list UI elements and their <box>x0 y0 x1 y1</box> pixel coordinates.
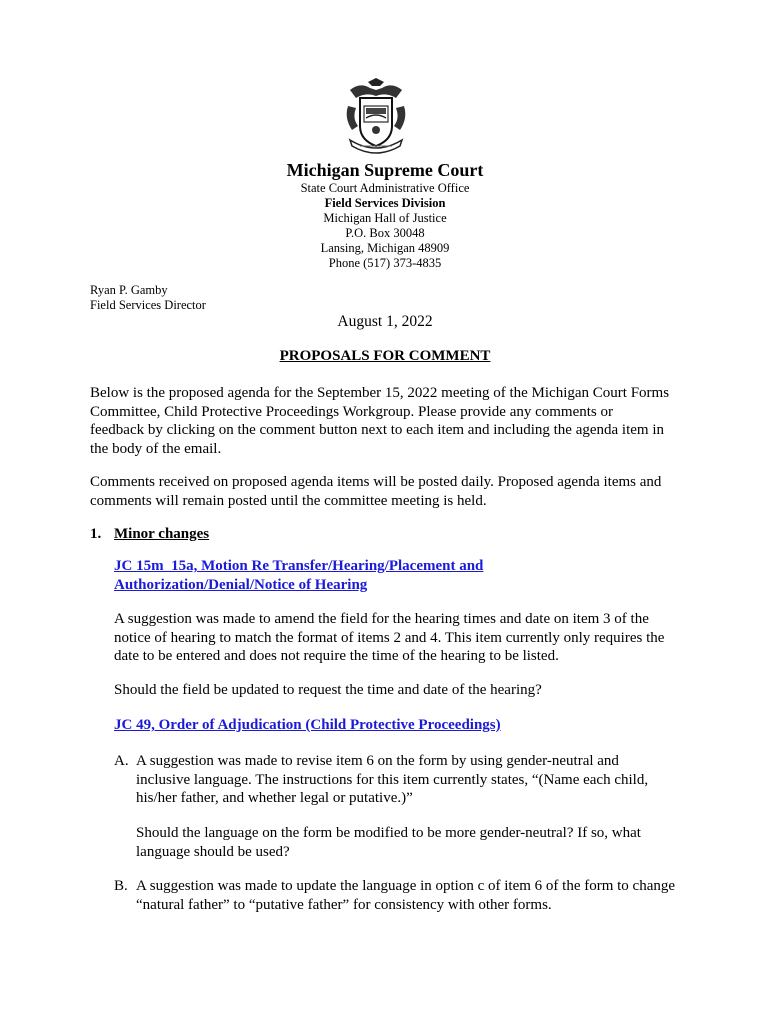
intro-paragraph: Below is the proposed agenda for the September 15, 2022 meeting of the Michigan Court Forms Committee, Child Protective Proceedings Workgroup. Please provide any comments or feedback by clicking on the comment button next to each item and including the agenda item in the body of the email. <box>90 385 670 457</box>
jc49-form-link[interactable]: JC 49, Order of Adjudication (Child Protective Proceedings) <box>114 717 501 733</box>
director-block <box>90 283 206 313</box>
director-title: Field Services Director <box>90 298 206 312</box>
item-a-text: A suggestion was made to revise item 6 on the form by using gender-neutral and inclusive language. The instructions for this item currently states, “(Name each child, his/her father, and whether legal or putative.)” <box>136 753 649 806</box>
comments-note-paragraph: Comments received on proposed agenda items will be posted daily. Proposed agenda items and comments will remain posted until the committee meeting is held. <box>90 474 662 509</box>
director-name: Ryan P. Gamby <box>90 283 168 297</box>
court-title: Michigan Supreme Court <box>286 160 484 180</box>
state-seal-icon <box>340 76 412 158</box>
section-heading <box>90 526 209 543</box>
jc15m-question-paragraph: Should the field be updated to request the time and date of the hearing? <box>114 682 542 698</box>
phone-line: Phone (517) 373-4835 <box>328 256 442 270</box>
jc15m-suggestion-paragraph: A suggestion was made to amend the field for the hearing times and date on item 3 of the notice of hearing to match the format of items 2 and 4. This item currently only requires the date to be entered and does not require the time of the hearing to be listed. <box>114 611 665 664</box>
section-label: Minor changes <box>114 526 210 542</box>
division-line: Field Services Division <box>324 196 446 210</box>
letterhead-address <box>0 181 770 271</box>
jc15m-form-link[interactable]: JC 15m_15a, Motion Re Transfer/Hearing/Placement and Authorization/Denial/Notice of Hearing <box>114 558 484 593</box>
item-b-text: A suggestion was made to update the language in option c of item 6 of the form to change “natural father” to “putative father” for consistency with other forms. <box>136 878 676 913</box>
section-number: 1. <box>90 526 102 542</box>
office-line: State Court Administrative Office <box>300 181 470 195</box>
building-line: Michigan Hall of Justice <box>323 211 447 225</box>
letter-date: August 1, 2022 <box>337 313 433 330</box>
item-a-question: Should the language on the form be modified to be more gender-neutral? If so, what language should be used? <box>136 825 641 860</box>
item-a-marker: A. <box>114 753 129 769</box>
po-box-line: P.O. Box 30048 <box>345 226 425 240</box>
city-line: Lansing, Michigan 48909 <box>320 241 450 255</box>
document-heading: PROPOSALS FOR COMMENT <box>279 348 491 364</box>
item-b-marker: B. <box>114 878 128 894</box>
